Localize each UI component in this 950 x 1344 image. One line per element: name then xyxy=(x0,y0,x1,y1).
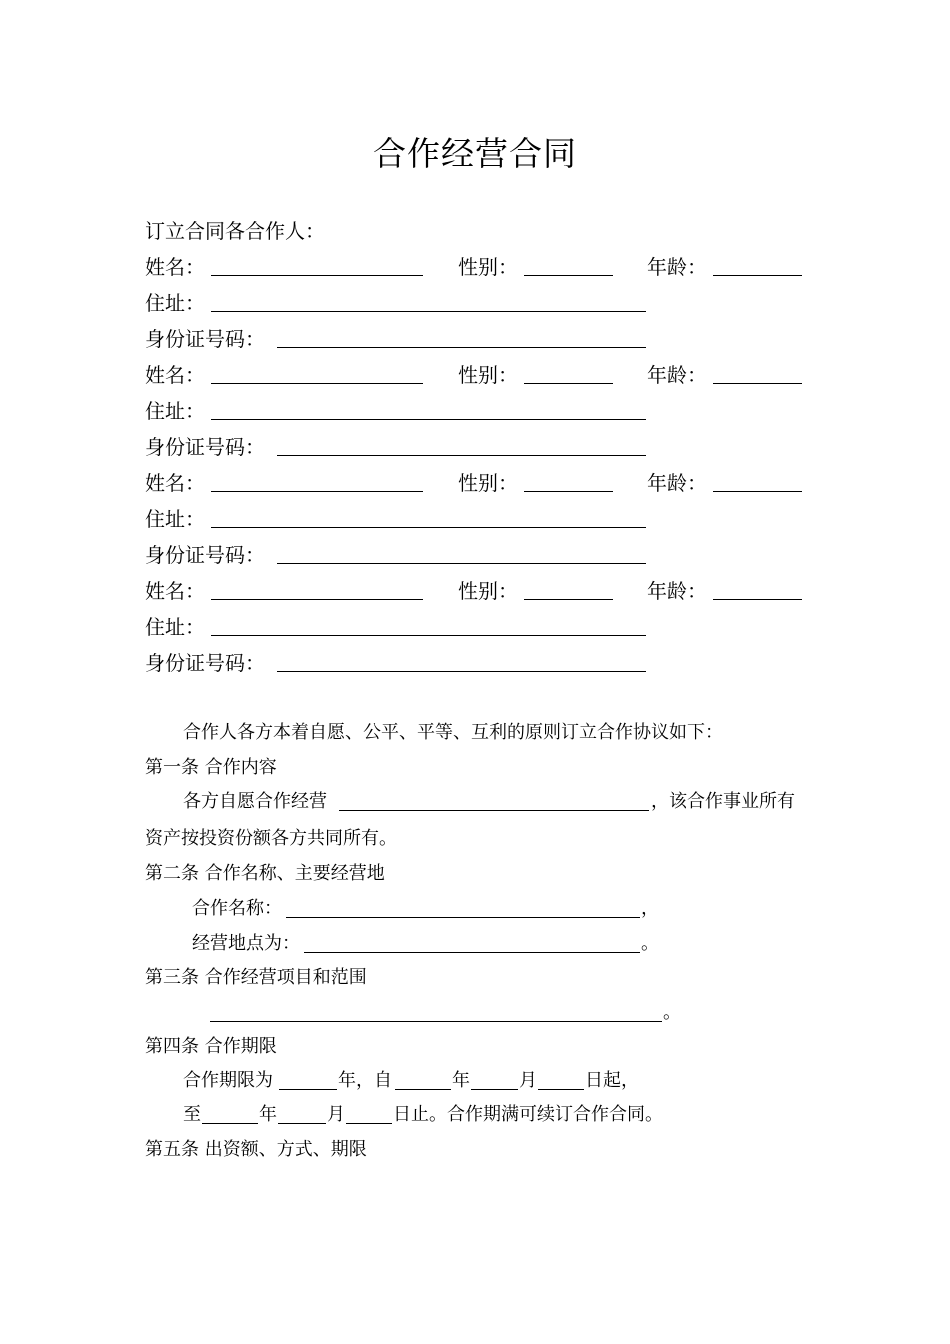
age-field[interactable] xyxy=(713,473,802,492)
gender-label: 性别： xyxy=(458,579,518,603)
address-field[interactable] xyxy=(211,293,646,312)
start-month-field[interactable] xyxy=(471,1072,518,1090)
name-label: 姓名： xyxy=(145,363,205,387)
id-number-label: 身份证号码： xyxy=(145,651,265,675)
preamble-text: 合作人各方本着自愿、公平、平等、互利的原则订立合作协议如下： xyxy=(183,722,723,743)
end-day-unit: 日止。合作期满可续订合作合同。 xyxy=(393,1104,663,1125)
id-number-field[interactable] xyxy=(277,329,646,348)
intro-label: 订立合同各合作人： xyxy=(145,219,325,243)
article2-heading: 第二条 合作名称、主要经营地 xyxy=(145,863,385,884)
address-label: 住址： xyxy=(145,399,205,423)
id-number-label: 身份证号码： xyxy=(145,327,265,351)
age-label: 年龄： xyxy=(647,255,707,279)
address-field[interactable] xyxy=(211,401,646,420)
address-label: 住址： xyxy=(145,291,205,315)
end-year-unit: 年 xyxy=(259,1104,277,1125)
address-field[interactable] xyxy=(211,617,646,636)
age-label: 年龄： xyxy=(647,579,707,603)
term-years-unit: 年，自 xyxy=(338,1070,392,1091)
start-day-unit: 日起， xyxy=(585,1070,639,1091)
name-field[interactable] xyxy=(211,581,423,600)
name-field[interactable] xyxy=(211,473,423,492)
article1-heading: 第一条 合作内容 xyxy=(145,757,277,778)
name-label: 姓名： xyxy=(145,579,205,603)
business-place-label: 经营地点为： xyxy=(192,933,300,954)
end-year-field[interactable] xyxy=(202,1106,258,1124)
age-label: 年龄： xyxy=(647,363,707,387)
business-place-field[interactable] xyxy=(304,935,640,953)
end-month-unit: 月 xyxy=(327,1104,345,1125)
gender-label: 性别： xyxy=(458,255,518,279)
id-number-label: 身份证号码： xyxy=(145,543,265,567)
article5-heading: 第五条 出资额、方式、期限 xyxy=(145,1139,367,1160)
address-field[interactable] xyxy=(211,509,646,528)
article4-heading: 第四条 合作期限 xyxy=(145,1036,277,1057)
name-field[interactable] xyxy=(211,365,423,384)
partnership-name-label: 合作名称： xyxy=(192,898,282,919)
start-year-field[interactable] xyxy=(395,1072,451,1090)
id-number-field[interactable] xyxy=(277,545,646,564)
gender-field[interactable] xyxy=(524,365,613,384)
term-years-field[interactable] xyxy=(279,1072,337,1090)
name-label: 姓名： xyxy=(145,255,205,279)
business-scope-suffix: 。 xyxy=(663,1002,681,1023)
address-label: 住址： xyxy=(145,507,205,531)
age-field[interactable] xyxy=(713,365,802,384)
business-place-suffix: 。 xyxy=(641,933,659,954)
article1-line2: 资产按投资份额各方共同所有。 xyxy=(145,828,397,849)
name-label: 姓名： xyxy=(145,471,205,495)
gender-field[interactable] xyxy=(524,473,613,492)
gender-label: 性别： xyxy=(458,471,518,495)
gender-field[interactable] xyxy=(524,581,613,600)
address-label: 住址： xyxy=(145,615,205,639)
partnership-name-field[interactable] xyxy=(286,900,640,918)
article1-line1-prefix: 各方自愿合作经营 xyxy=(183,791,327,812)
id-number-field[interactable] xyxy=(277,437,646,456)
end-day-field[interactable] xyxy=(346,1106,392,1124)
article1-line1-suffix: ，该合作事业所有 xyxy=(651,791,795,812)
id-number-label: 身份证号码： xyxy=(145,435,265,459)
business-content-field[interactable] xyxy=(339,793,649,811)
age-field[interactable] xyxy=(713,581,802,600)
age-field[interactable] xyxy=(713,257,802,276)
term-label: 合作期限为 xyxy=(183,1070,273,1091)
id-number-field[interactable] xyxy=(277,653,646,672)
start-month-unit: 月 xyxy=(519,1070,537,1091)
gender-field[interactable] xyxy=(524,257,613,276)
partnership-name-suffix: ， xyxy=(641,898,659,919)
business-scope-field[interactable] xyxy=(210,1004,662,1022)
gender-label: 性别： xyxy=(458,363,518,387)
page-title: 合作经营合同 xyxy=(373,134,577,173)
age-label: 年龄： xyxy=(647,471,707,495)
name-field[interactable] xyxy=(211,257,423,276)
start-year-unit: 年 xyxy=(452,1070,470,1091)
end-month-field[interactable] xyxy=(278,1106,326,1124)
start-day-field[interactable] xyxy=(538,1072,584,1090)
end-label: 至 xyxy=(183,1104,201,1125)
article3-heading: 第三条 合作经营项目和范围 xyxy=(145,967,367,988)
